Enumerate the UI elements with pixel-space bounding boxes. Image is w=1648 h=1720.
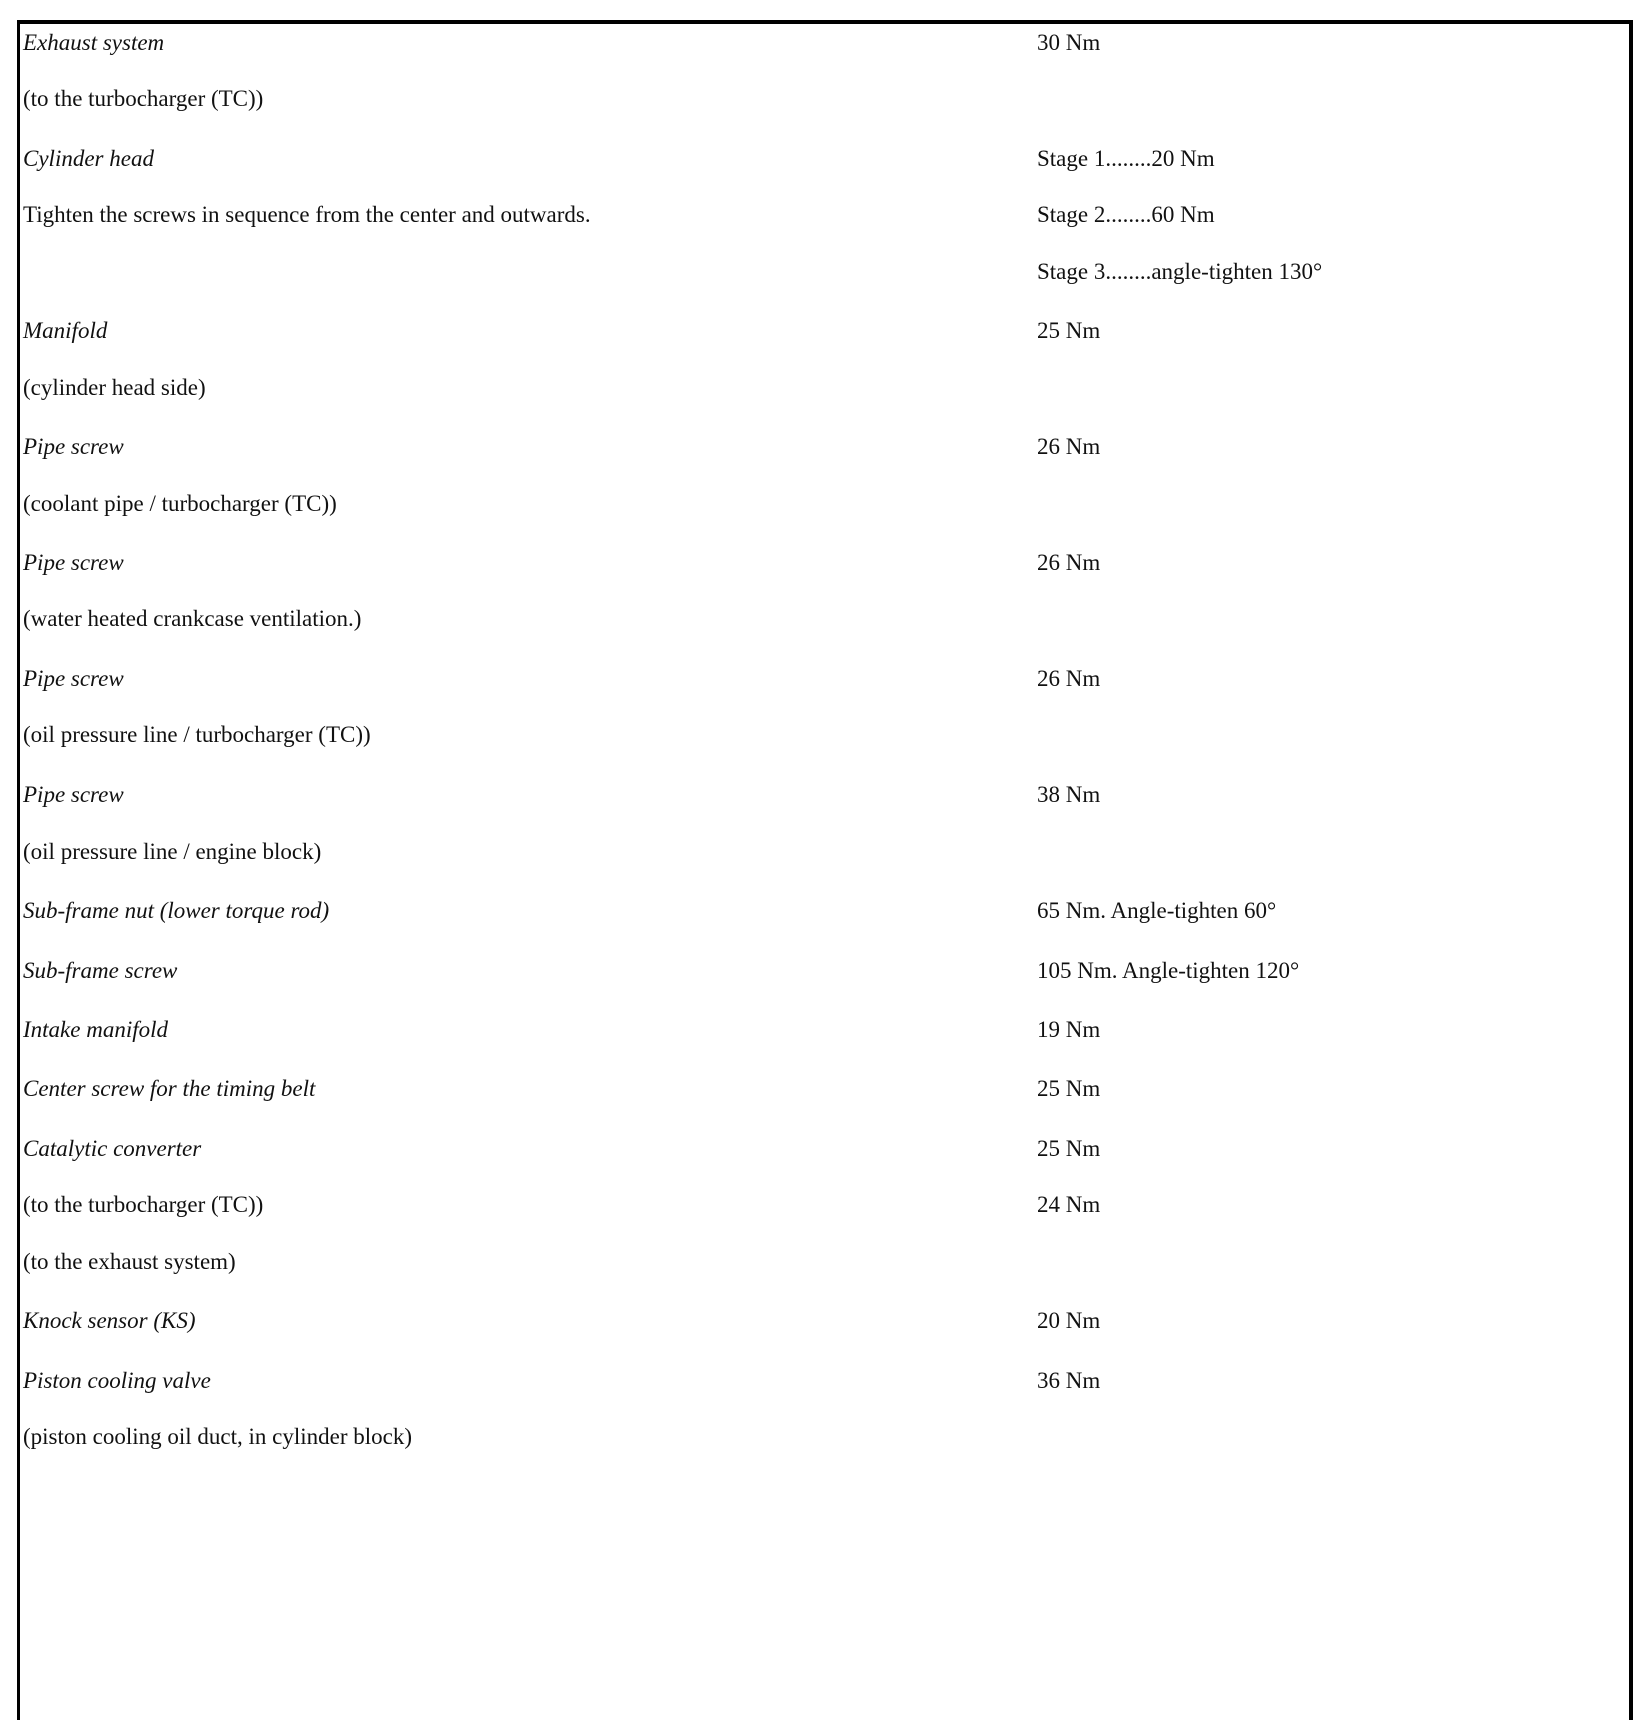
spec-row-pipe-screw: [20, 432, 1629, 462]
component-note: (to the turbocharger (TC)): [23, 1192, 264, 1217]
spec-row-exhaust-system: [20, 28, 1629, 58]
component-name: Manifold: [23, 318, 108, 343]
torque-value: 25 Nm: [1037, 1136, 1101, 1161]
spec-row-center-screw: [20, 1074, 1629, 1104]
component-name: Pipe screw: [23, 434, 124, 459]
component-name: Pipe screw: [23, 666, 124, 691]
component-name: Sub-frame nut (lower torque rod): [23, 898, 330, 923]
component-name: Piston cooling valve: [23, 1368, 211, 1393]
torque-value: Stage 3........angle-tighten 130°: [1037, 259, 1323, 284]
spec-row-note: [20, 489, 1629, 519]
torque-value: 26 Nm: [1037, 550, 1101, 575]
component-name: Sub-frame screw: [23, 958, 178, 983]
component-note: (to the exhaust system): [23, 1249, 236, 1274]
component-name: Pipe screw: [23, 782, 124, 807]
component-name: Cylinder head: [23, 146, 154, 171]
spec-row-intake-manifold: [20, 1015, 1629, 1045]
spec-row-sub-frame-screw: [20, 956, 1629, 986]
spec-row-note: [20, 720, 1629, 750]
component-note: Tighten the screws in sequence from the center and outwards.: [23, 202, 591, 227]
torque-value: 25 Nm: [1037, 1076, 1101, 1101]
torque-value: Stage 1........20 Nm: [1037, 146, 1215, 171]
spec-row-pipe-screw: [20, 664, 1629, 694]
spec-row-manifold: [20, 316, 1629, 346]
spec-row-note: [20, 604, 1629, 634]
spec-row-note: [20, 1247, 1629, 1277]
component-name: Intake manifold: [23, 1017, 168, 1042]
torque-value: 38 Nm: [1037, 782, 1101, 807]
component-note: (piston cooling oil duct, in cylinder block): [23, 1424, 413, 1449]
torque-value: 36 Nm: [1037, 1368, 1101, 1393]
spec-row-catalytic-converter: [20, 1134, 1629, 1164]
torque-value: 30 Nm: [1037, 30, 1101, 55]
spec-row-stage: [20, 257, 1629, 287]
torque-value: 20 Nm: [1037, 1308, 1101, 1333]
torque-value: 65 Nm. Angle-tighten 60°: [1037, 898, 1277, 923]
component-note: (oil pressure line / engine block): [23, 839, 322, 864]
component-name: Pipe screw: [23, 550, 124, 575]
component-note: (coolant pipe / turbocharger (TC)): [23, 491, 337, 516]
torque-value: 105 Nm. Angle-tighten 120°: [1037, 958, 1300, 983]
torque-value: Stage 2........60 Nm: [1037, 202, 1215, 227]
torque-value: 26 Nm: [1037, 434, 1101, 459]
spec-row-note: [20, 373, 1629, 403]
torque-spec-list: [20, 24, 1629, 1720]
spec-row-pipe-screw: [20, 780, 1629, 810]
component-note: (to the turbocharger (TC)): [23, 86, 264, 111]
component-note: (cylinder head side): [23, 375, 206, 400]
spec-row-knock-sensor: [20, 1306, 1629, 1336]
torque-value: 26 Nm: [1037, 666, 1101, 691]
spec-row-pipe-screw: [20, 548, 1629, 578]
document-frame: [17, 20, 1633, 1720]
spec-row-note: [20, 1422, 1629, 1452]
spec-row-piston-cooling-valve: [20, 1366, 1629, 1396]
spec-row-note: [20, 1190, 1629, 1220]
component-name: Center screw for the timing belt: [23, 1076, 316, 1101]
component-note: (water heated crankcase ventilation.): [23, 606, 362, 631]
component-name: Exhaust system: [23, 30, 165, 55]
component-name: Knock sensor (KS): [23, 1308, 196, 1333]
spec-row-sub-frame-nut: [20, 896, 1629, 926]
component-note: (oil pressure line / turbocharger (TC)): [23, 722, 371, 747]
torque-value: 19 Nm: [1037, 1017, 1101, 1042]
torque-value: 25 Nm: [1037, 318, 1101, 343]
spec-row-note: [20, 837, 1629, 867]
spec-row-cylinder-head: [20, 144, 1629, 174]
torque-value: 24 Nm: [1037, 1192, 1101, 1217]
spec-row-note: [20, 200, 1629, 230]
spec-row-note: [20, 84, 1629, 114]
component-name: Catalytic converter: [23, 1136, 202, 1161]
